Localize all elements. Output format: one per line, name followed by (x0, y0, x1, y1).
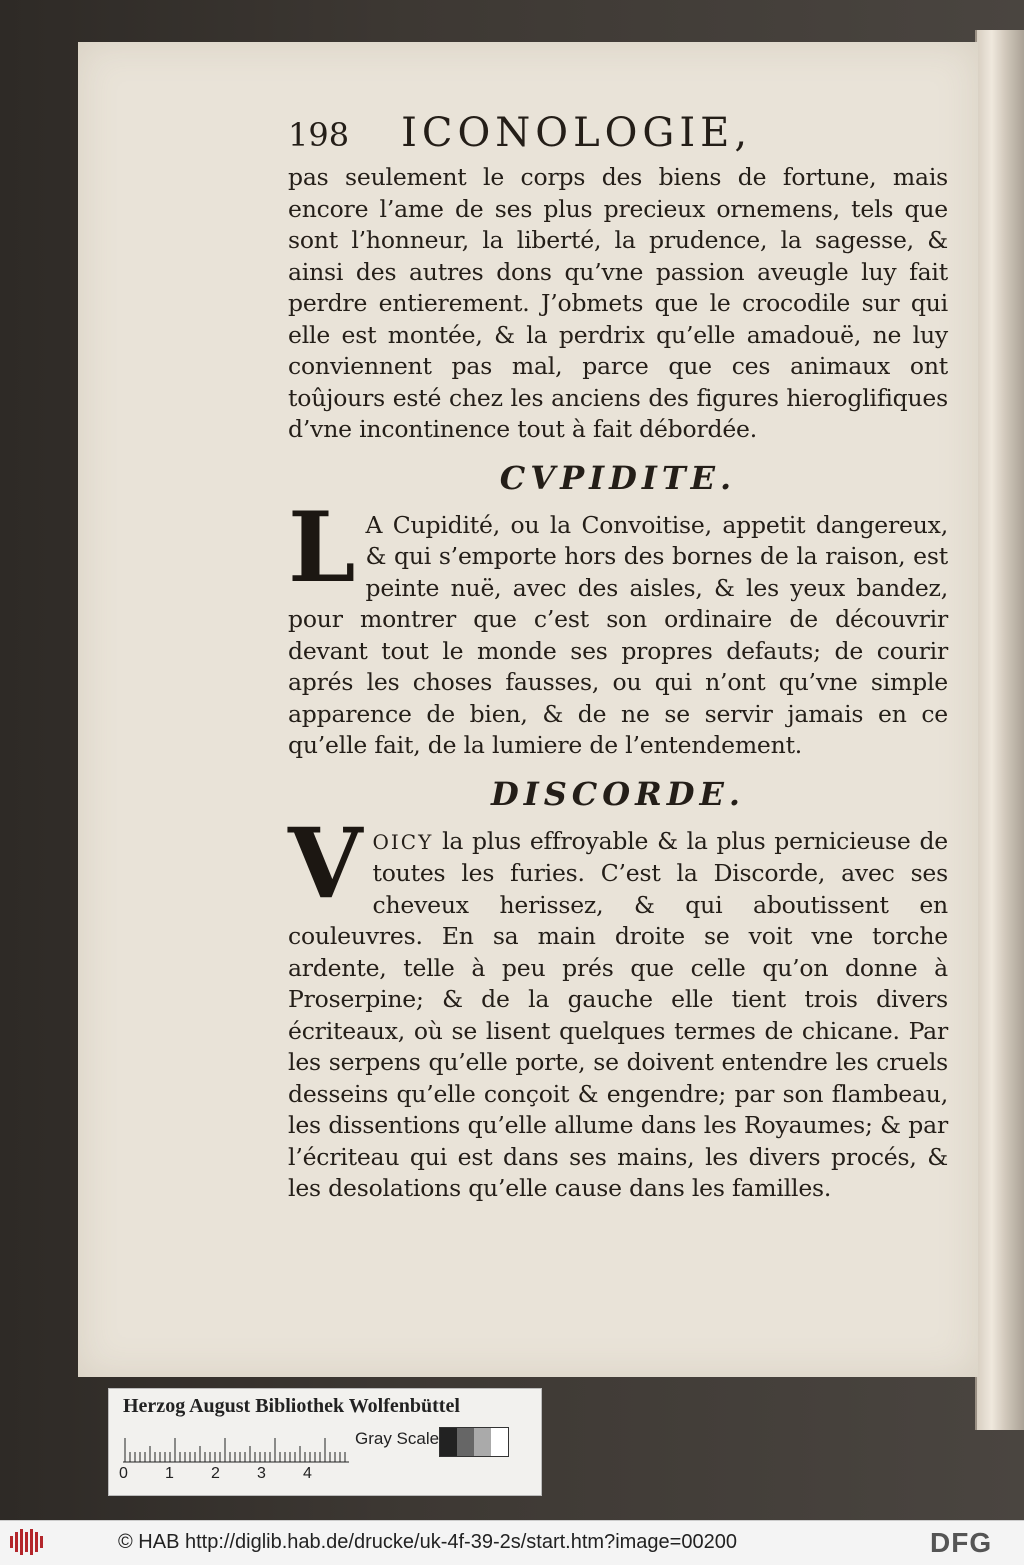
ruler-scale (123, 1433, 349, 1463)
section-body-text: A Cupidité, ou la Convoitise, appetit dangereux, & qui s’emporte hors des bornes de la raison, est peinte nuë, avec des aisles, & les yeux bandez, pour montrer que c’est son ordinaire de découvrir devant tout le monde ses propres defauts; de courir aprés les choses fausses, ou qui n’ont qu’vne simple apparence de bien, & de ne se servir jamais en ce qu’elle fait, de la lumiere de l’entendement. (288, 510, 948, 759)
lead-smallcaps: OICY (372, 829, 434, 854)
intro-paragraph: pas seulement le corps des biens de fortune, mais encore l’ame de ses plus precieux ornemens, tels que sont l’honneur, la liberté, la prudence, la sagesse, & ainsi des autres dons qu’vne passion aveugle luy fait perdre entierement. J’obmets que le crocodile sur qui elle est montée, & la perdrix qu’elle amadouë, ne luy conviennent pas mal, parce que ces animaux ont toûjours esté chez les anciens des figures hieroglifiques d’vne incontinence tout à fait débordée. (288, 163, 948, 443)
section-heading-discorde: DISCORDE. (490, 774, 746, 813)
gray-swatch (491, 1428, 508, 1456)
ruler-number: 2 (211, 1465, 220, 1482)
section-body (288, 806, 948, 1205)
page-text (288, 110, 948, 1205)
section-cupidite (288, 490, 948, 762)
gray-scale-strip (439, 1427, 509, 1457)
gray-swatch (457, 1428, 474, 1456)
library-color-card (108, 1388, 542, 1496)
running-title: ICONOLOGIE, (401, 110, 753, 156)
drop-cap: V (288, 806, 363, 920)
logo-bar (15, 1532, 18, 1552)
logo-bar (40, 1536, 43, 1548)
page-number: 198 (288, 116, 350, 154)
hab-logo-icon (10, 1529, 44, 1555)
logo-bar (10, 1536, 13, 1548)
section-body-text: la plus effroyable & la plus pernicieuse de toutes les furies. C’est la Discorde, avec ses cheveux herissez, & qui aboutissent en couleuvres. En sa main droite se voit vne torche ardente, telle à peu prés que celle qu’on donne à Proserpine; & de la gauche elle tient trois divers écriteaux, où se lisent quelques termes de chicane. Par les serpens qu’elle porte, se doivent entendre les cruels desseins qu’elle conçoit & engendre; par son flambeau, les dissentions qu’elle allume dans les Royaumes; & par l’écriteau qui est dans ses mains, les divers procés, & les desolations qu’elle cause dans les familles. (288, 826, 948, 1202)
logo-bar (25, 1532, 28, 1552)
ruler-number: 4 (303, 1465, 312, 1482)
facing-page-edge (975, 30, 1024, 1430)
library-name: Herzog August Bibliothek Wolfenbüttel (123, 1395, 460, 1417)
logo-bar (35, 1532, 38, 1552)
ruler-number: 3 (257, 1465, 266, 1482)
copyright-link[interactable]: © HAB http://diglib.hab.de/drucke/uk-4f-39-2s/start.htm?image=00200 (118, 1531, 737, 1553)
ruler-numbers (119, 1465, 349, 1483)
section-discorde (288, 806, 948, 1205)
viewer-footer (0, 1520, 1024, 1565)
drop-cap: L (288, 490, 356, 604)
section-heading-cupidite: CVPIDITE. (499, 458, 737, 497)
section-body (288, 490, 948, 762)
gray-swatch (440, 1428, 457, 1456)
ruler-number: 0 (119, 1465, 128, 1482)
gray-swatch (474, 1428, 491, 1456)
logo-bar (30, 1529, 33, 1555)
logo-bar (20, 1529, 23, 1555)
ruler-number: 1 (165, 1465, 174, 1482)
gray-scale-label: Gray Scale (355, 1429, 440, 1448)
running-head (288, 110, 948, 162)
dfg-logo-icon: DFG (930, 1527, 993, 1558)
